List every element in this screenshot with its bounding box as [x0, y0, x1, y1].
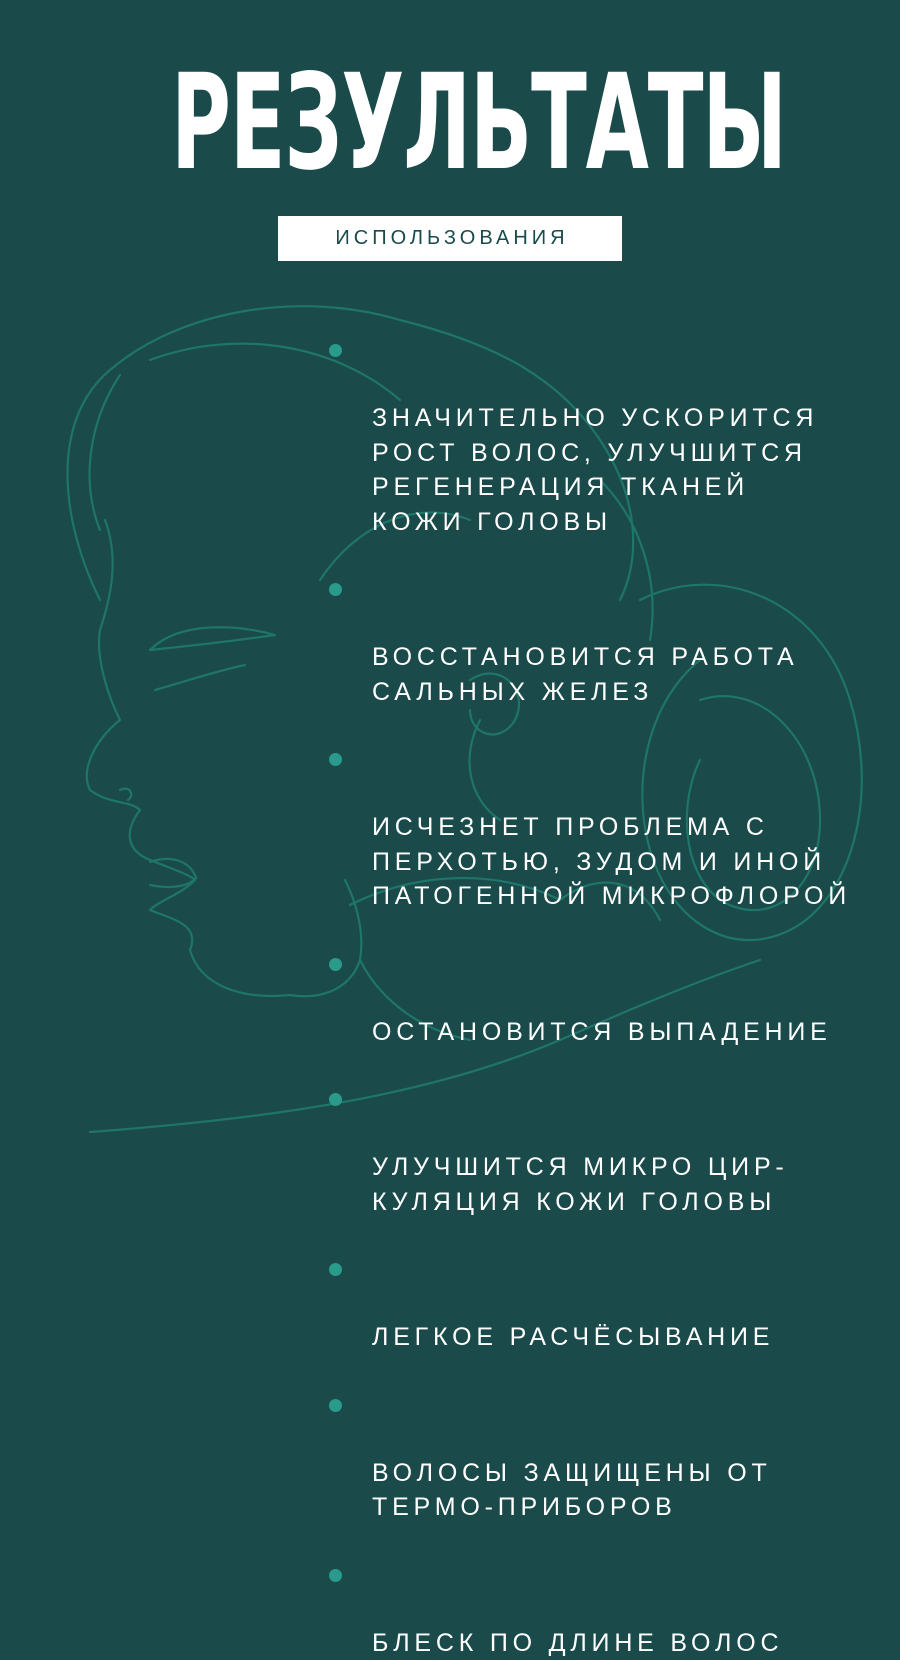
bullet-dot-icon — [329, 958, 342, 971]
bullet-dot-icon — [329, 1263, 342, 1276]
bullet-dot-icon — [329, 1093, 342, 1106]
list-item-text: ЛЕГКОЕ РАСЧЁСЫВАНИЕ — [372, 1323, 774, 1351]
list-item — [320, 946, 880, 1050]
list-item — [320, 1081, 880, 1219]
list-item-text: УЛУЧШИТСЯ МИКРО ЦИР- КУЛЯЦИЯ КОЖИ ГОЛОВЫ — [372, 1153, 789, 1216]
bullet-dot-icon — [329, 583, 342, 596]
page-title: РЕЗУЛЬТАТЫ — [171, 48, 729, 198]
bullet-dot-icon — [329, 344, 342, 357]
bullet-dot-icon — [329, 753, 342, 766]
results-list — [320, 332, 880, 1660]
list-item-text: ИСЧЕЗНЕТ ПРОБЛЕМА С ПЕРХОТЬЮ, ЗУДОМ И ИНОЙ ПАТОГЕННОЙ МИКРОФЛОРОЙ — [372, 813, 851, 910]
list-item-text: ВОЛОСЫ ЗАЩИЩЕНЫ ОТ ТЕРМО-ПРИБОРОВ — [372, 1459, 772, 1522]
subtitle-text: ИСПОЛЬЗОВАНИЯ — [331, 227, 568, 250]
list-item-text: ОСТАНОВИТСЯ ВЫПАДЕНИЕ — [372, 1018, 832, 1046]
list-item — [320, 1387, 880, 1525]
list-item-text: ЗНАЧИТЕЛЬНО УСКОРИТСЯ РОСТ ВОЛОС, УЛУЧШИТСЯ РЕГЕНЕРАЦИЯ ТКАНЕЙ КОЖИ ГОЛОВЫ — [372, 404, 818, 536]
list-item — [320, 1251, 880, 1355]
subtitle-badge — [278, 216, 622, 261]
bullet-dot-icon — [329, 1399, 342, 1412]
bullet-dot-icon — [329, 1569, 342, 1582]
list-item-text: ВОССТАНОВИТСЯ РАБОТА САЛЬНЫХ ЖЕЛЕЗ — [372, 643, 799, 706]
list-item — [320, 1557, 880, 1660]
list-item — [320, 332, 880, 539]
list-item — [320, 571, 880, 709]
list-item-text: БЛЕСК ПО ДЛИНЕ ВОЛОС — [372, 1629, 783, 1657]
list-item — [320, 741, 880, 914]
